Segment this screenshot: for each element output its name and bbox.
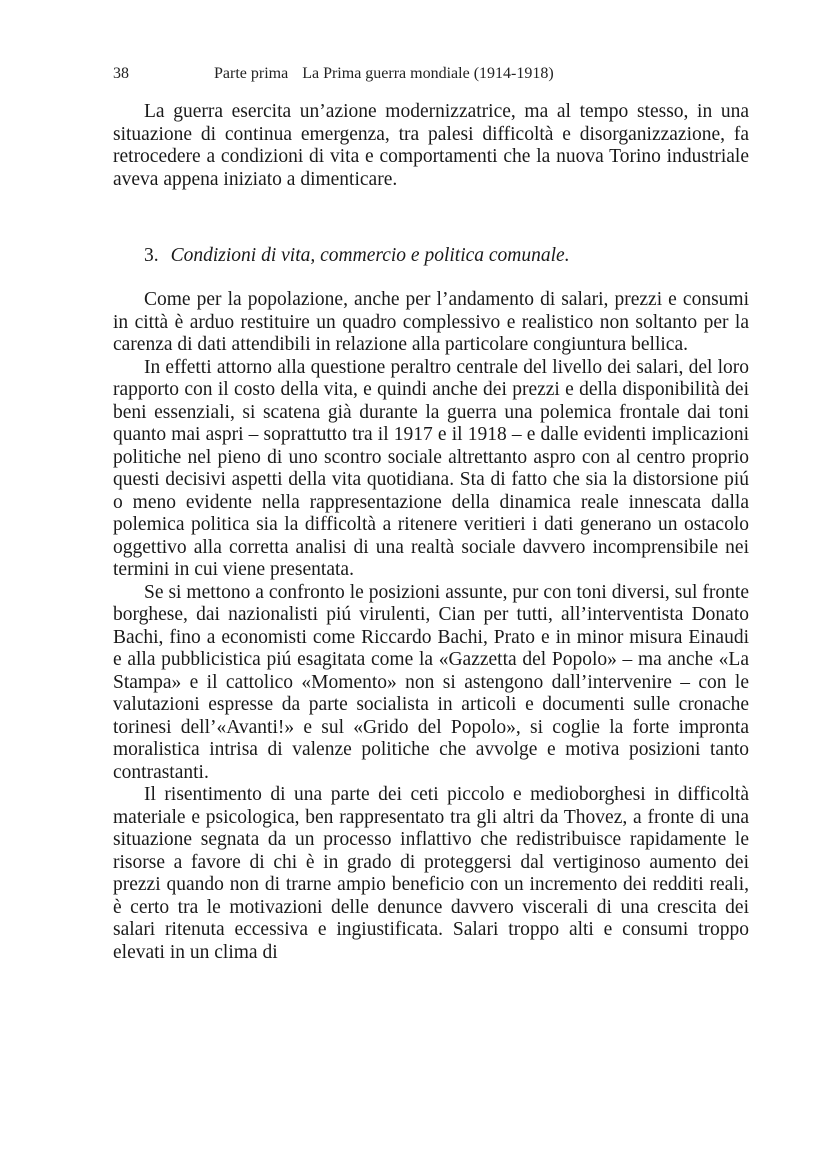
paragraph: In effetti attorno alla questione peraltro centrale del livello dei salari, del loro rapporto con il costo della vita, e quindi anche dei prezzi e della disponibilità dei beni essenziali, si scatena già durante la guerra una polemica frontale dai toni quanto mai aspri – soprattutto tra il 1917 e il 1918 – e dalle evidenti implicazioni politiche nel pieno di uno scontro sociale altrettanto aspro con al centro proprio questi decisivi aspetti della vita quotidiana. Sta di fatto che sia la distorsione piú o meno evidente nella rappresentazione della dinamica reale innescata dalla polemica politica sia la difficoltà a ritenere veritieri i dati generano un ostacolo oggettivo alla corretta analisi di una realtà sociale davvero incomprensibile nei termini in cui viene presentata. bbox=[113, 356, 749, 580]
running-head bbox=[113, 64, 554, 84]
section-body bbox=[113, 289, 749, 964]
part-label: Parte prima bbox=[214, 65, 289, 82]
chapter-title: La Prima guerra mondiale (1914-1918) bbox=[302, 65, 554, 82]
intro-paragraph: La guerra esercita un’azione modernizzatrice, ma al tempo stesso, in una situazione di continua emergenza, tra palesi difficoltà e disorganizzazione, fa retrocedere a condizioni di vita e comportamenti che la nuova Torino industriale aveva appena iniziato a dimenticare. bbox=[113, 101, 749, 190]
intro-text bbox=[113, 101, 749, 191]
page-number: 38 bbox=[113, 65, 129, 82]
paragraph: Come per la popolazione, anche per l’andamento di salari, prezzi e consumi in città è arduo restituire un quadro complessivo e realistico non soltanto per la carenza di dati attendibili in relazione alla particolare congiuntura bellica. bbox=[113, 289, 749, 355]
paragraph: Il risentimento di una parte dei ceti piccolo e medioborghesi in difficoltà materiale e psicologica, ben rappresentato tra gli altri da Thovez, a fronte di una situazione segnata da un processo inflattivo che redistribuisce rapidamente le risorse a favore di chi è in grado di proteggersi dal vertiginoso aumento dei prezzi quando non di trarne ampio beneficio con un incremento dei redditi reali, è certo tra le motivazioni delle denunce davvero viscerali di una crescita dei salari ritenuta eccessiva e ingiustificata. Salari troppo alti e consumi troppo elevati in un clima di bbox=[113, 784, 749, 963]
section-title: Condizioni di vita, commercio e politica comunale. bbox=[170, 245, 570, 266]
section-number: 3. bbox=[144, 245, 159, 266]
section-heading bbox=[144, 244, 570, 268]
paragraph: Se si mettono a confronto le posizioni assunte, pur con toni diversi, sul fronte borghese, dai nazionalisti piú virulenti, Cian per tutti, all’interventista Donato Bachi, fino a economisti come Riccardo Bachi, Prato e in minor misura Einaudi e alla pubblicistica piú esagitata come la «Gazzetta del Popolo» – ma anche «La Stampa» e il cattolico «Momento» non si astengono dall’intervenire – con le valutazioni espresse da parte socialista in articoli e documenti sulle cronache torinesi dell’«Avanti!» e sul «Grido del Popolo», si coglie la forte impronta moralistica intrisa di valenze politiche che avvolge e motiva posizioni tanto contrastanti. bbox=[113, 581, 749, 783]
